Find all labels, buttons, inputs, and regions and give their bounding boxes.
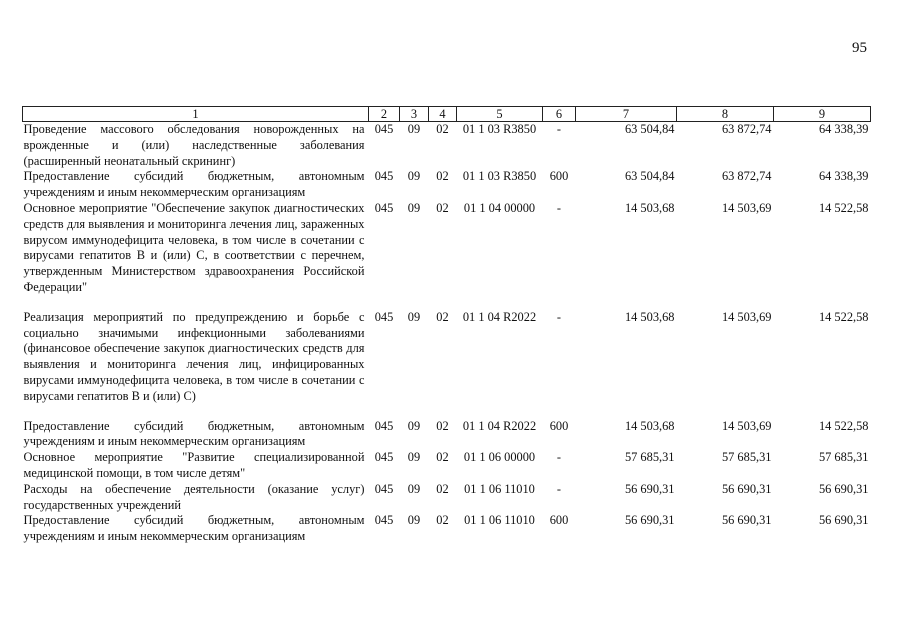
- cell-amount-col8: 14 503,69: [721, 200, 772, 215]
- cell-amount-col8: 63 872,74: [721, 169, 772, 184]
- cell-target-article: 01 1 03 R3850: [462, 169, 537, 184]
- column-header: 1: [23, 107, 369, 122]
- cell-target-article: 01 1 03 R3850: [462, 122, 537, 136]
- cell-expense-type: -: [556, 481, 562, 496]
- cell-amount-col9: 64 338,39: [818, 122, 869, 136]
- column-header: 9: [774, 107, 871, 122]
- cell-amount-col8: 63 872,74: [721, 122, 772, 136]
- cell-amount-col9: 14 522,58: [818, 309, 869, 324]
- column-header: 7: [576, 107, 677, 122]
- row-name: Проведение массового обследования новорожденных на врожденные и (или) наследственные заболевания (расширенный неонатальный скрининг): [23, 122, 365, 168]
- table-row: [23, 450, 871, 482]
- row-name: Предоставление субсидий бюджетным, автономным учреждениям и иным некоммерческим организациям: [23, 513, 365, 544]
- cell-subsection: 02: [436, 122, 449, 136]
- cell-subsection: 02: [436, 513, 449, 528]
- cell-admin-code: 045: [374, 450, 394, 465]
- cell-subsection: 02: [436, 481, 449, 496]
- cell-expense-type: 600: [549, 418, 569, 433]
- cell-subsection: 02: [436, 450, 449, 465]
- cell-section: 09: [407, 169, 421, 184]
- header-row: [23, 107, 871, 122]
- page-number: 95: [852, 40, 867, 56]
- column-header: 3: [400, 107, 429, 122]
- cell-target-article: 01 1 06 00000: [463, 450, 536, 465]
- cell-admin-code: 045: [374, 200, 394, 215]
- cell-amount-col9: 64 338,39: [818, 169, 869, 184]
- cell-admin-code: 045: [374, 309, 394, 324]
- column-header: 5: [457, 107, 543, 122]
- row-name: Реализация мероприятий по предупреждению и борьбе с социально значимыми инфекционными заболеваниями (финансовое обеспечение закупок диагностических средств для выявления и мониторинга лечения лиц, инфицированных вирусами иммунодефицита человека, в том числе в сочетании с вирусами гепатитов B и (или) C): [23, 309, 365, 403]
- cell-admin-code: 045: [374, 122, 394, 136]
- table-row: [23, 405, 871, 451]
- table-row: [23, 122, 871, 170]
- column-header: 6: [543, 107, 576, 122]
- cell-section: 09: [407, 200, 421, 215]
- row-name: Расходы на обеспечение деятельности (оказание услуг) государственных учреждений: [23, 481, 365, 512]
- cell-subsection: 02: [436, 418, 449, 433]
- cell-expense-type: 600: [549, 513, 569, 528]
- cell-amount-col9: 56 690,31: [818, 513, 869, 528]
- cell-amount-col7: 14 503,68: [624, 418, 675, 433]
- cell-target-article: 01 1 06 11010: [464, 481, 535, 496]
- cell-admin-code: 045: [374, 481, 394, 496]
- budget-table: [22, 106, 871, 545]
- cell-target-article: 01 1 04 R2022: [462, 418, 537, 433]
- row-name: Основное мероприятие "Развитие специализированной медицинской помощи, в том числе детям": [23, 450, 365, 480]
- cell-amount-col8: 56 690,31: [721, 513, 772, 528]
- table-row: [23, 169, 871, 201]
- cell-section: 09: [407, 450, 421, 465]
- cell-expense-type: -: [556, 200, 562, 215]
- column-header: 4: [429, 107, 457, 122]
- cell-amount-col9: 56 690,31: [818, 481, 869, 496]
- cell-section: 09: [407, 418, 421, 433]
- cell-target-article: 01 1 04 00000: [463, 200, 536, 215]
- table-row: [23, 482, 871, 514]
- cell-section: 09: [407, 122, 421, 136]
- cell-amount-col9: 14 522,58: [818, 418, 869, 433]
- cell-subsection: 02: [436, 309, 449, 324]
- cell-amount-col7: 63 504,84: [624, 169, 675, 184]
- cell-expense-type: -: [556, 122, 562, 136]
- column-header: 8: [677, 107, 774, 122]
- cell-target-article: 01 1 06 11010: [464, 513, 535, 528]
- row-name: Предоставление субсидий бюджетным, автономным учреждениям и иным некоммерческим организациям: [23, 418, 365, 449]
- table-row: [23, 296, 871, 405]
- cell-amount-col9: 14 522,58: [818, 200, 869, 215]
- table-row: [23, 513, 871, 545]
- row-name: Предоставление субсидий бюджетным, автономным учреждениям и иным некоммерческим организациям: [23, 169, 365, 200]
- cell-admin-code: 045: [374, 513, 394, 528]
- cell-admin-code: 045: [374, 418, 394, 433]
- cell-amount-col7: 14 503,68: [624, 309, 675, 324]
- column-header: 2: [369, 107, 400, 122]
- cell-amount-col7: 56 690,31: [624, 481, 675, 496]
- cell-expense-type: -: [556, 450, 562, 465]
- cell-amount-col8: 56 690,31: [721, 481, 772, 496]
- cell-amount-col8: 14 503,69: [721, 309, 772, 324]
- cell-section: 09: [407, 309, 421, 324]
- cell-admin-code: 045: [374, 169, 394, 184]
- cell-amount-col8: 57 685,31: [721, 450, 772, 465]
- cell-section: 09: [407, 481, 421, 496]
- cell-amount-col9: 57 685,31: [818, 450, 869, 465]
- cell-subsection: 02: [436, 169, 449, 184]
- cell-target-article: 01 1 04 R2022: [462, 309, 537, 324]
- cell-amount-col7: 14 503,68: [624, 200, 675, 215]
- table-row: [23, 201, 871, 296]
- cell-section: 09: [407, 513, 421, 528]
- cell-subsection: 02: [436, 200, 449, 215]
- cell-amount-col7: 63 504,84: [624, 122, 675, 136]
- cell-amount-col7: 56 690,31: [624, 513, 675, 528]
- cell-expense-type: -: [556, 309, 562, 324]
- cell-amount-col7: 57 685,31: [624, 450, 675, 465]
- row-name: Основное мероприятие "Обеспечение закупок диагностических средств для выявления и мониторинга лечения лиц, зараженных вирусом иммунодефицита человека, в том числе в сочетании с вирусами гепатитов B и (или) C, в соответствии с перечнем, утвержденным Министерством здравоохранения Российской Федерации": [23, 200, 365, 294]
- cell-expense-type: 600: [549, 169, 569, 184]
- cell-amount-col8: 14 503,69: [721, 418, 772, 433]
